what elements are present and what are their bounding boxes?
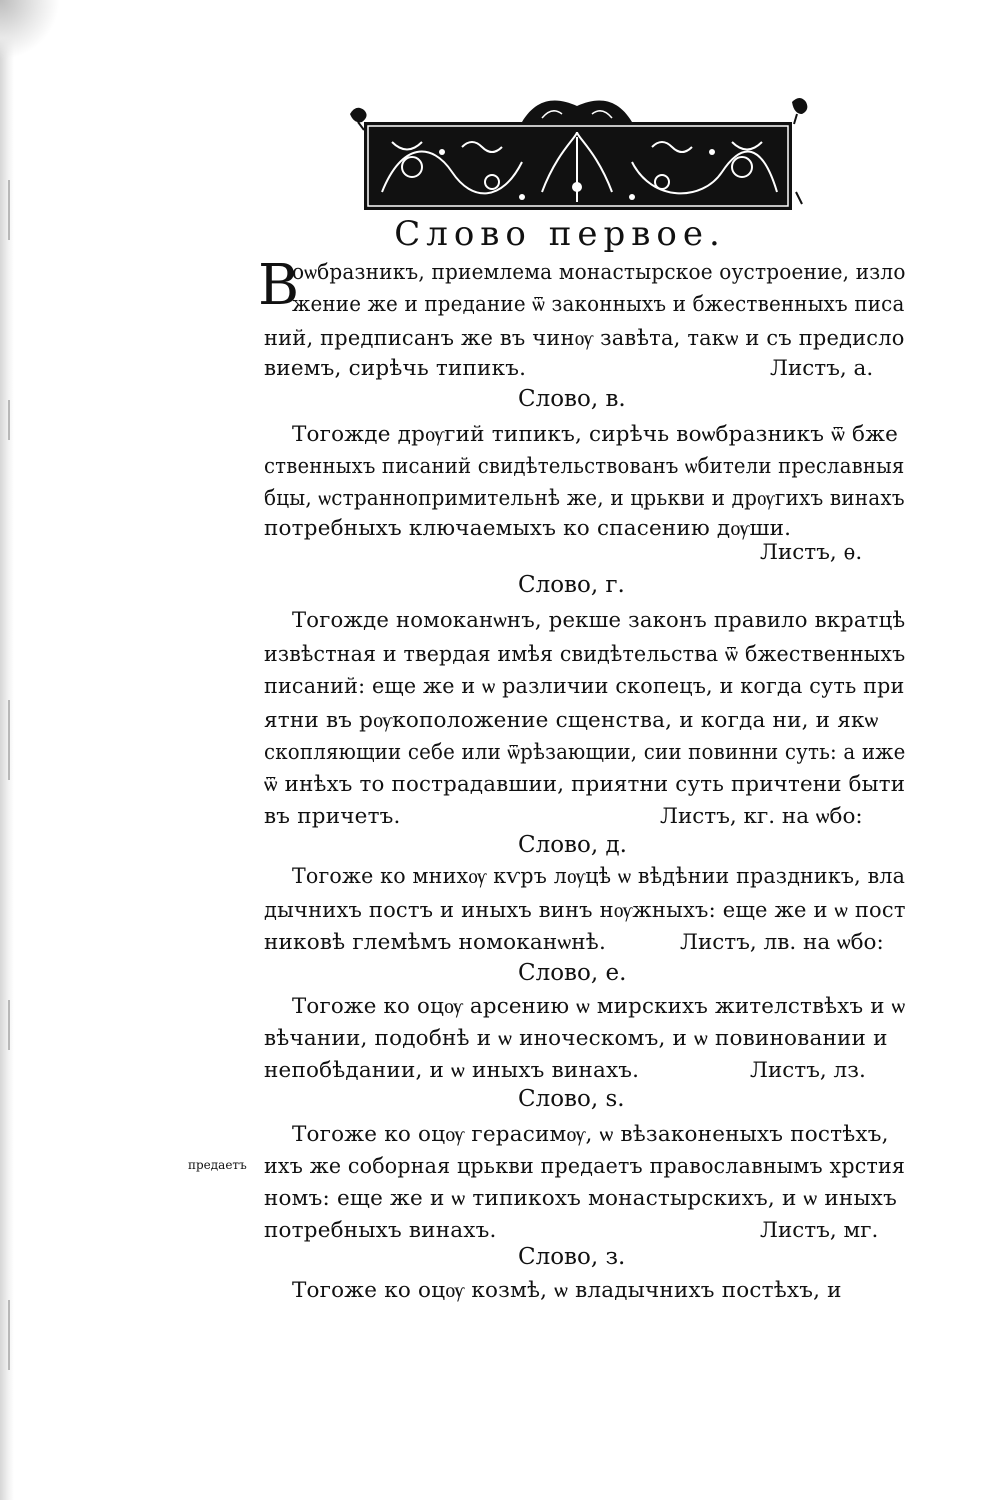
text-line: Тогожe ко оцѹ арсению ѡ мирскихъ жителствѣхъ и ѡ [292,994,906,1019]
text-line: потребныхъ винахъ. [264,1218,497,1243]
scan-edge-mark [8,1300,10,1370]
text-line: непобѣдании, и ѡ иныхъ винахъ. [264,1058,640,1083]
text-line: ихъ же соборная црькви предаетъ православнымъ хрстия [264,1154,906,1179]
scan-edge-mark [8,400,10,440]
folio-reference: Листъ, кг. на ѡбо: [660,804,863,829]
margin-note: предаетъ [188,1158,247,1172]
text-line: Тогожде номоканѡнъ, рекше законъ правило вкратцѣ [292,608,906,633]
text-line: бцы, ѡстраннопримительнѣ же, и црькви и дрѹгихъ винахъ [264,486,905,511]
text-line: скопляющии себе или ѿрѣзающии, сии повинни суть: а иже [264,740,906,765]
text-line: потребныхъ ключаемыхъ ко спасению дѹши. [264,516,792,541]
scan-corner-mark [0,0,60,60]
text-line: Тогожe ко мнихѹ кѵръ лѹцѣ ѡ вѣдѣнии праздникъ, вла [292,864,906,889]
text-line: вѣчании, подобнѣ и ѡ иноческомъ, и ѡ повиновании и [264,1026,888,1051]
text-line: ний, предписанъ же въ чинѹ завѣта, такѡ и съ предисло [264,326,905,351]
text-line: виемъ, сирѣчь типикъ. [264,356,527,381]
text-line: ятни въ рѹкоположение сщенства, и когда ни, и якѡ [264,708,879,733]
text-line: извѣстная и твердая имѣя свидѣтельства ѿ бжественныхъ [264,642,906,667]
folio-reference: Листъ, лз. [750,1058,866,1083]
scan-edge-mark [8,700,10,780]
text-line: писаний: еще же и ѡ различии скопецъ, и когда суть при [264,674,905,699]
text-line: ственныхъ писаний свидѣтельствованъ ѡбители преславныя [264,454,905,479]
section-heading: Слово, д. [518,832,627,858]
text-line: Тогожe ко оцѹ козмѣ, ѡ владычнихъ постѣхъ, и [292,1278,842,1303]
scan-edge-mark [8,1000,10,1050]
folio-reference: Листъ, лв. на ѡбо: [680,930,884,955]
section-heading: Слово, г. [518,572,625,598]
text-line: жение же и предание ѿ законныхъ и бжественныхъ писа [292,292,905,317]
text-line: Тогожде дрѹгий типикъ, сирѣчь воѡбразникъ ѿ бже [292,422,899,447]
text-line: Тогожe ко оцѹ герасимѹ, ѡ вѣзаконеныхъ постѣхъ, [292,1122,889,1147]
text-line: дычнихъ постъ и иныхъ винъ нѹжныхъ: еще же и ѡ пост [264,898,906,923]
folio-reference: Листъ, ѳ. [760,540,863,565]
folio-reference: Листъ, мг. [760,1218,879,1243]
drop-capital: В [258,253,300,318]
folio-reference: Листъ, а. [770,356,874,381]
section-heading: Слово, в. [518,386,626,412]
page-title: Слово первое. [394,214,726,254]
text-line: никовѣ глемѣмъ номоканѡнѣ. [264,930,606,955]
ornamental-headpiece [342,92,812,214]
section-heading: Слово, з. [518,1244,626,1270]
section-heading: Слово, ѕ. [518,1086,625,1112]
text-line: номъ: еще же и ѡ типикохъ монастырскихъ, и ѡ иныхъ [264,1186,897,1211]
text-line: оѡбразникъ, приемлема монастырское оустроение, изло [292,260,906,285]
text-line: въ причетъ. [264,804,401,829]
section-heading: Слово, е. [518,960,627,986]
text-line: ѿ инѣхъ то пострадавшии, приятни суть причтени быти [264,772,906,797]
